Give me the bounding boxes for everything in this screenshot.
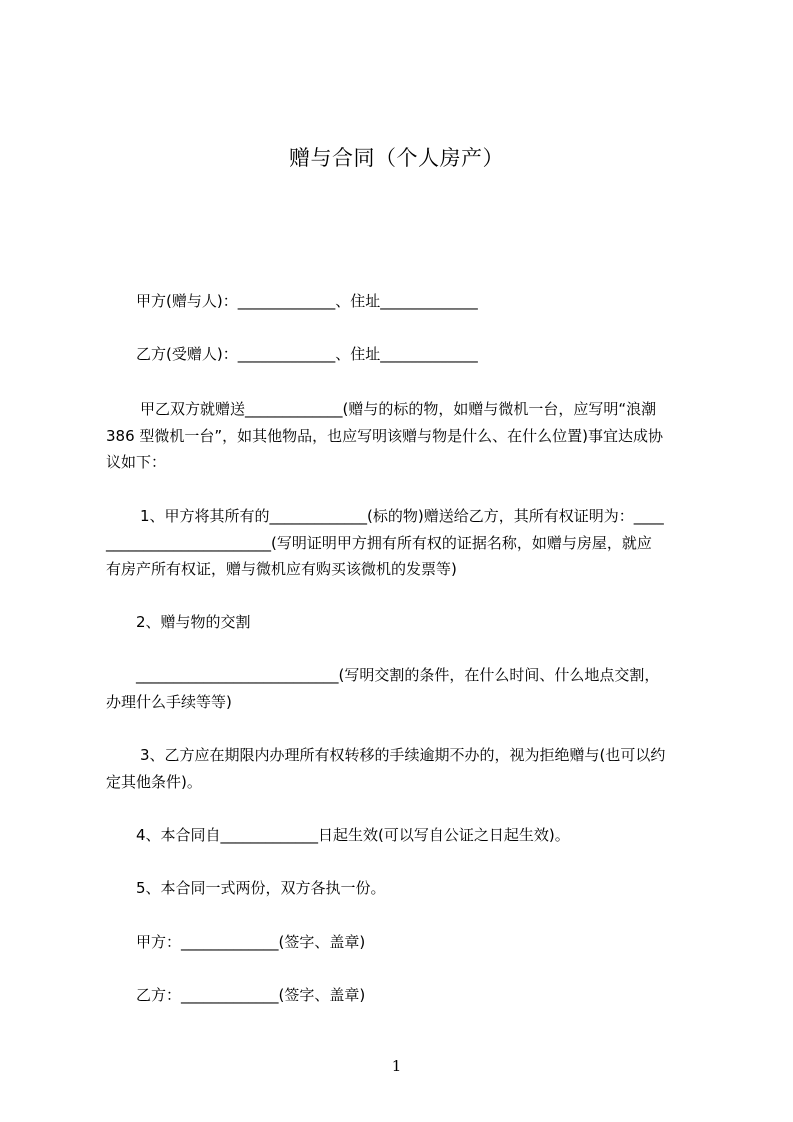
clause-1-line-3: 有房产所有权证，赠与微机应有购买该微机的发票等) [106,560,457,578]
document-title: 赠与合同（个人房产） [289,146,504,170]
intro-line-2: 386 型微机一台”，如其他物品，也应写明该赠与物是什么、在什么位置)事宜达成协 [106,427,664,445]
intro-line-1: 甲乙双方就赠送_____________(赠与的标的物，如赠与微机一台，应写明“浪潮 [140,400,657,418]
clause-2-line-1: ___________________________(写明交割的条件，在什么时间、什么地点交割， [136,666,660,684]
intro-line-3: 议如下： [106,453,167,471]
page-number: 1 [391,1057,402,1075]
party-b-line: 乙方(受赠人)：_____________、住址_____________ [136,345,478,363]
clause-3-line-1: 3、乙方应在期限内办理所有权转移的手续逾期不办的，视为拒绝赠与(也可以约 [140,746,666,764]
clause-1-line-1: 1、甲方将其所有的_____________(标的物)赠送给乙方，其所有权证明为：____ [140,507,664,525]
clause-3-line-2: 定其他条件)。 [106,773,202,791]
clause-1-line-2: ______________________(写明证明甲方拥有所有权的证据名称，如赠与房屋，就应 [106,534,652,552]
clause-2-line-2: 办理什么手续等等) [106,693,232,711]
signature-party-b: 乙方：_____________(签字、盖章) [136,986,366,1004]
signature-party-a: 甲方：_____________(签字、盖章) [136,933,366,951]
clause-5: 5、本合同一式两份，双方各执一份。 [136,879,386,897]
party-a-line: 甲方(赠与人)：_____________、住址_____________ [136,292,478,310]
clause-2-title: 2、赠与物的交割 [136,613,251,631]
clause-4: 4、本合同自_____________日起生效(可以写自公证之日起生效)。 [136,826,570,844]
